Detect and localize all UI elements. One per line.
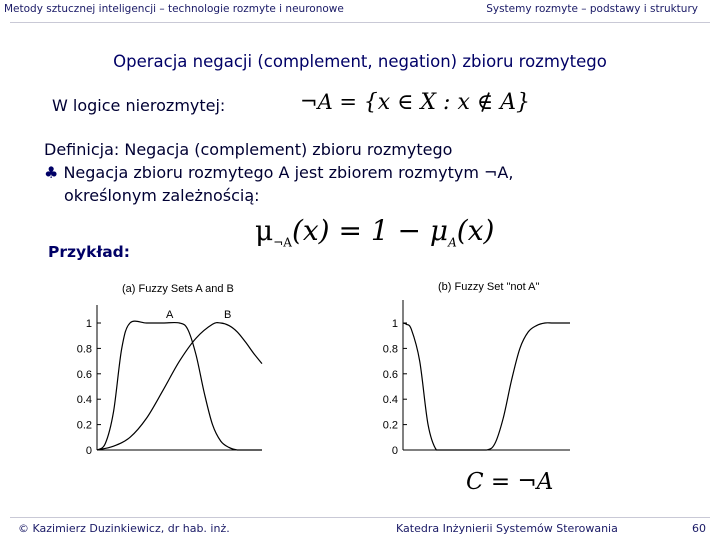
footer-author: © Kazimierz Duzinkiewicz, dr hab. inż.: [18, 522, 230, 535]
right-y-tick-label: 0.8: [382, 343, 398, 356]
crisp-formula-set: {x ∈ X : x ∉ A}: [363, 90, 531, 115]
right-y-tick-label: 0.4: [382, 394, 398, 407]
definition-text-cont: określonym zależnością:: [64, 186, 260, 205]
plot-left-axes: [97, 305, 262, 450]
series-a-line: [97, 321, 262, 450]
left-y-tick-label: 0: [85, 445, 92, 457]
series-a-label: A: [166, 309, 174, 321]
footer-department: Katedra Inżynierii Systemów Sterowania: [396, 522, 618, 535]
formula-rhs-arg: (x): [456, 214, 495, 247]
crisp-formula-lhs: ¬A =: [300, 90, 364, 114]
right-y-tick-label: 0: [391, 445, 398, 457]
footer-divider: [10, 517, 710, 518]
left-y-tick-label: 0.4: [76, 394, 92, 407]
header-section-title: Systemy rozmyte – podstawy i struktury: [486, 3, 698, 15]
right-y-tick-label: 0.6: [382, 368, 398, 381]
right-y-tick-label: 0.2: [382, 419, 398, 432]
left-y-tick-label: 1: [85, 318, 92, 330]
page-number: 60: [692, 522, 706, 535]
plot-right-title: (b) Fuzzy Set "not A": [438, 281, 540, 293]
header-course-title: Metody sztucznej inteligencji – technologie rozmyte i neuronowe: [4, 3, 344, 15]
series-not-a-line: [403, 323, 570, 450]
slide-title: Operacja negacji (complement, negation) zbioru rozmytego: [113, 52, 607, 71]
formula-lhs-sub: ¬A: [273, 235, 292, 250]
series-b-label: B: [224, 309, 232, 321]
club-bullet-icon: ♣: [44, 163, 59, 182]
definition-heading: Definicja: Negacja (complement) zbioru rozmytego: [44, 140, 453, 159]
formula-rhs-sub: A: [448, 235, 457, 250]
right-y-tick-label: 1: [391, 318, 398, 330]
formula-lhs-arg: (x) = 1 − μ: [291, 214, 449, 247]
left-y-tick-label: 0.8: [76, 343, 92, 356]
complement-formula: C = ¬A: [466, 469, 554, 495]
series-b-line: [97, 323, 262, 450]
formula-mu-lhs: μ: [255, 214, 274, 247]
definition-text: Negacja zbioru rozmytego A jest zbiorem rozmytym ¬A,: [63, 163, 514, 182]
example-label: Przykład:: [48, 243, 130, 261]
plot-left-title: (a) Fuzzy Sets A and B: [122, 283, 234, 295]
left-y-tick-label: 0.6: [76, 368, 92, 381]
crisp-logic-label: W logice nierozmytej:: [52, 96, 226, 115]
left-y-tick-label: 0.2: [76, 419, 92, 432]
